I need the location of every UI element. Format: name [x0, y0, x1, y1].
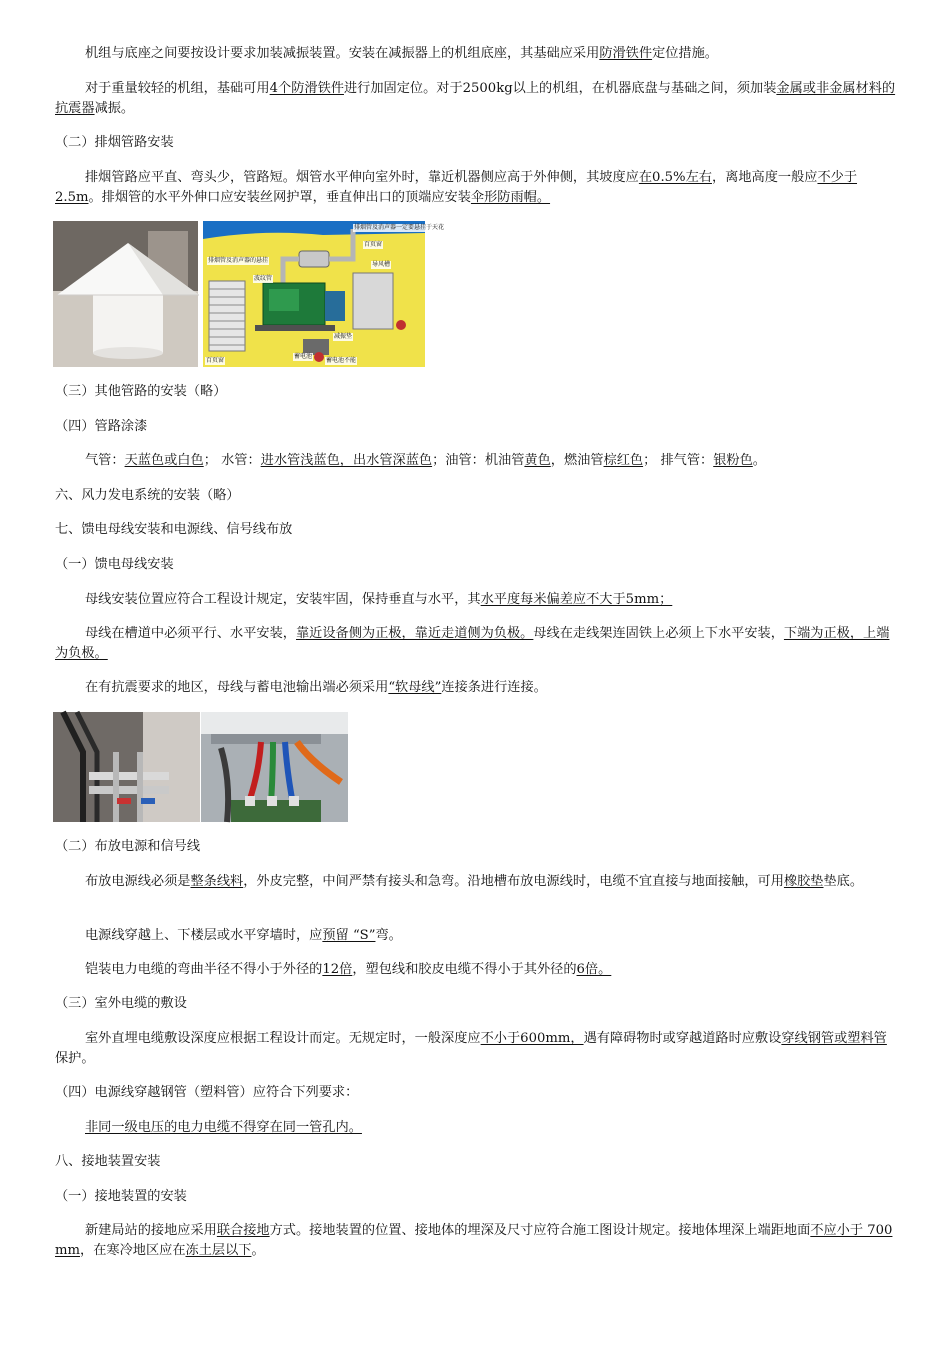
diagram-label-louver: 百页窗: [206, 357, 225, 364]
heading-section-6: 六、风力发电系统的安装（略）: [55, 488, 240, 503]
paragraph-paint-colors: 气管：天蓝色或白色； 水管：进水管浅蓝色，出水管深蓝色；油管：机油管黄色，燃油管棕红色； 排气管：银粉色。: [85, 453, 766, 468]
generator-room-illustration: [203, 221, 425, 367]
heading-section-7: 七、馈电母线安装和电源线、信号线布放: [55, 522, 293, 537]
busbar-illustration-left: [53, 712, 200, 822]
rain-cap-illustration: [53, 221, 198, 367]
paragraph-busbar-position: 母线安装位置应符合工程设计规定，安装牢固，保持垂直与水平，其水平度每米偏差应不大于5mm；: [85, 592, 673, 607]
paragraph-exhaust: 排烟管路应平直、弯头少，管路短。烟管水平伸向室外时，靠近机器侧应高于外伸侧，其坡度应在0.5%左右，离地高度一般应不少于2.5m。排烟管的水平外伸口应安装丝网护罩，垂直伸出口的顶端应安装伞形防雨帽。: [55, 170, 858, 205]
diagram-label-duct: 导风槽: [372, 261, 391, 268]
busbar-illustration-right: [201, 712, 348, 822]
heading-other-pipes: （三）其他管路的安装（略）: [55, 384, 227, 399]
heading-pipe-paint: （四）管路涂漆: [55, 419, 148, 434]
busbar-photo-left: [53, 712, 200, 822]
diagram-label-ceiling: 百页窗: [364, 241, 383, 248]
diagram-label-bellows: 波纹管: [254, 275, 273, 282]
paragraph-s-bend: 电源线穿越上、下楼层或水平穿墙时，应预留 “S”弯。: [85, 928, 402, 943]
paragraph-light-units: 对于重量较轻的机组，基础可用4个防滑铁件进行加固定位。对于2500kg以上的机组，在机器底盘与基础之间，须加装金属或非金属材料的抗震器减振。: [55, 81, 896, 116]
heading-busbar: （一）馈电母线安装: [55, 557, 174, 572]
busbar-photo-right: [201, 712, 348, 822]
rain-cap-photo: [53, 221, 198, 367]
heading-conduit: （四）电源线穿越钢管（塑料管）应符合下列要求：: [55, 1085, 359, 1100]
paragraph-grounding: 新建局站的接地应采用联合接地方式。接地装置的位置、接地体的埋深及尺寸应符合施工图设计规定。接地体埋深上端距地面不应小于 700 mm，在寒冷地区应在冻土层以下。: [55, 1223, 893, 1258]
paragraph-bend-radius: 铠装电力电缆的弯曲半径不得小于外径的12倍，塑包线和胶皮电缆不得小于其外径的6倍。: [85, 962, 612, 977]
paragraph-damping: 机组与底座之间要按设计要求加装减振装置。安装在减振器上的机组底座，其基础应采用防滑铁件定位措施。: [85, 46, 718, 61]
heading-outdoor-cable: （三）室外电缆的敷设: [55, 996, 187, 1011]
heading-cabling: （二）布放电源和信号线: [55, 839, 201, 854]
paragraph-conduit-rule: 非同一级电压的电力电缆不得穿在同一管孔内。: [85, 1120, 362, 1135]
heading-exhaust-pipe: （二）排烟管路安装: [55, 135, 174, 150]
heading-section-8: 八、接地装置安装: [55, 1154, 161, 1169]
paragraph-busbar-polarity: 母线在槽道中必须平行、水平安装，靠近设备侧为正极，靠近走道侧为负极。母线在走线架连固铁上必须上下水平安装，下端为正极，上端为负极。: [55, 626, 890, 661]
generator-room-diagram: [203, 221, 445, 367]
diagram-label-battery-warn: 蓄电池不能: [326, 357, 357, 364]
paragraph-soft-busbar: 在有抗震要求的地区，母线与蓄电池输出端必须采用“软母线”连接条进行连接。: [85, 680, 547, 695]
paragraph-outdoor-cable: 室外直埋电缆敷设深度应根据工程设计而定。无规定时，一般深度应不小于600mm，遇有障碍物时或穿越道路时应敷设穿线钢管或塑料管保护。: [55, 1031, 887, 1066]
diagram-label-top-note: 排烟管及消声器一定要悬挂于天花: [354, 224, 445, 231]
diagram-label-battery: 蓄电池: [294, 353, 313, 360]
diagram-label-damper: 减振垫: [334, 333, 353, 340]
diagram-label-left-note: 排烟管及消声器的悬挂: [208, 257, 269, 264]
paragraph-cable-laying: 布放电源线必须是整条线料，外皮完整，中间严禁有接头和急弯。沿地槽布放电源线时，电缆不宜直接与地面接触，可用橡胶垫垫底。: [85, 874, 864, 889]
heading-grounding: （一）接地装置的安装: [55, 1189, 187, 1204]
